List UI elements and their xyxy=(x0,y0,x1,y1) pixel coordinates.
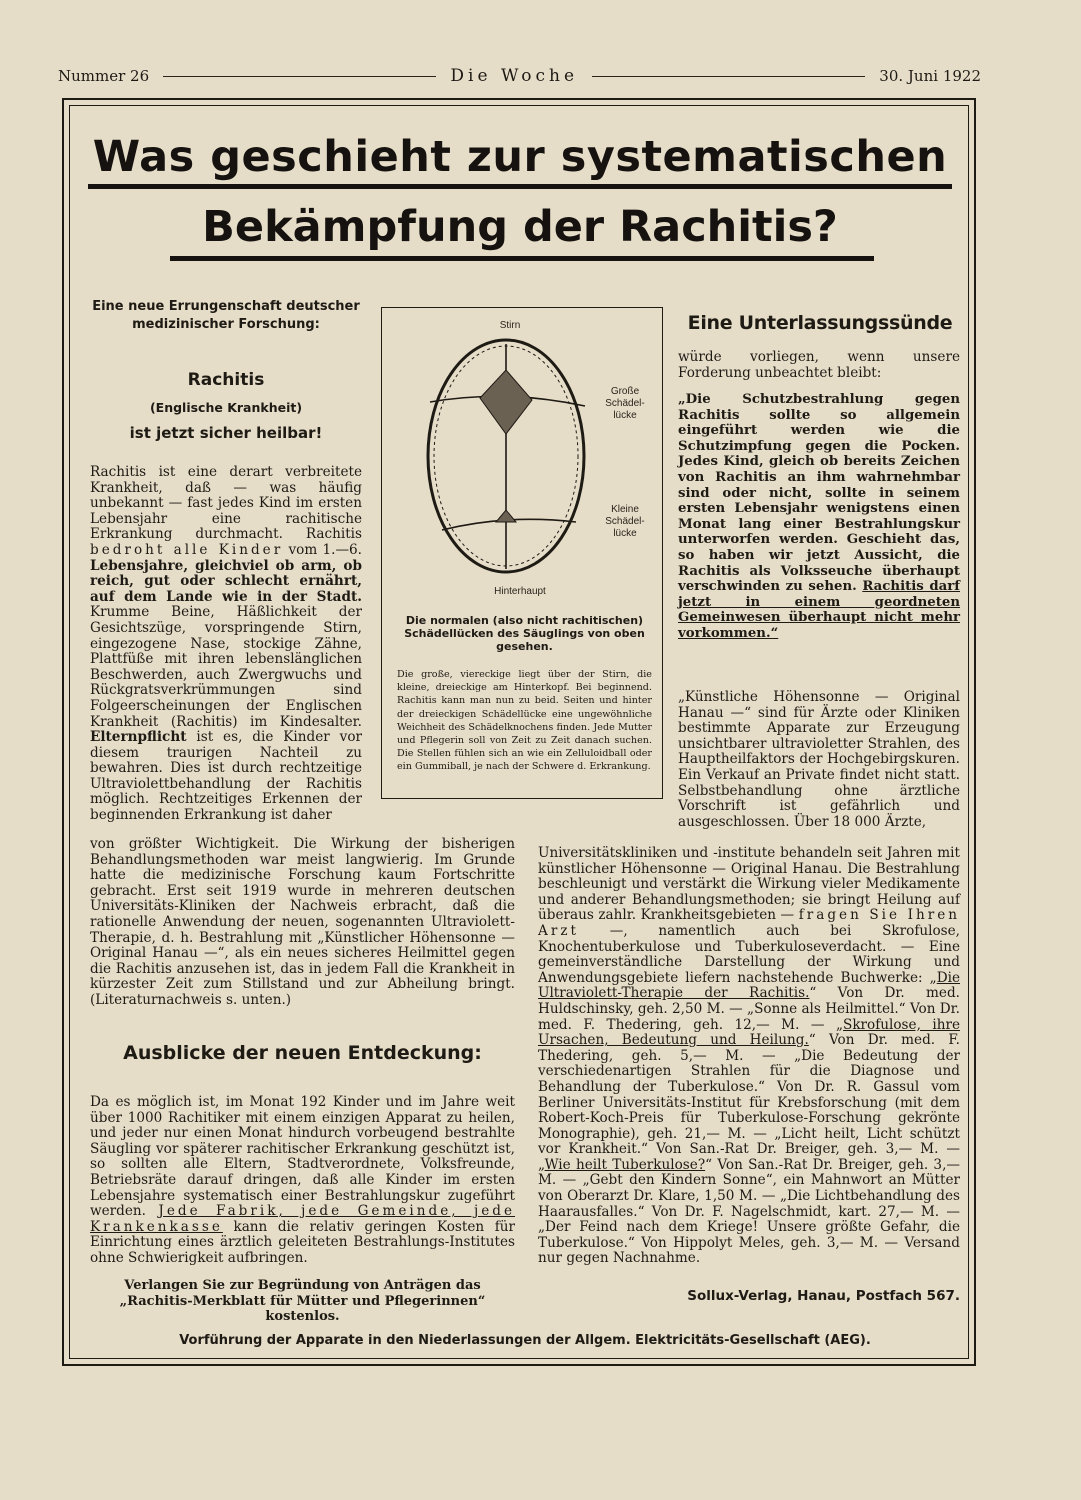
skull-diagram xyxy=(420,334,600,584)
para1-f: Elternpflicht xyxy=(90,729,187,746)
right-quote xyxy=(678,392,960,642)
headline-rule-1 xyxy=(88,184,952,189)
section-title-ausblicke: Ausblicke der neuen Entdeckung: xyxy=(123,1042,482,1064)
right-paragraph-1: „Künstliche Höhensonne — Original Hanau —“ sind für Ärzte oder Kliniken bestimmte Apparate zur Erzeugung unsichtbarer ultravioletter Strahlen, des Hauptheilfaktors der Hochgebirgskuren. Ein Verkauf an Private findet nicht statt. Selbstbehandlung ohne ärztliche Vorschrift ist gefährlich und ausgeschlossen. Über 18 000 Ärzte, xyxy=(678,689,960,830)
left-paragraph-3 xyxy=(90,1095,515,1267)
para1-e: Krumme Beine, Häßlichkeit der Gesichtszüge, vorspringende Stirn, eingezogene Nase, stockige Zähne, Plattfüße mit ihren lebenslänglichen Beschwerden, auch Zwergwuchs und Rückgratsverkrümmungen sind Folgeerscheinungen der Englischen Krankheit (Rachitis) im Kindesalter. xyxy=(90,604,362,730)
masthead: Die Woche xyxy=(450,66,579,86)
para1-g: ist es, die Kinder vor diesem traurigen Nachteil zu bewahren. Dies ist durch rechtzeitige Ultraviolettbehandlung der Rachitis möglich. Rechtzeitiges Erkennen der beginnenden Erkrankung ist daher xyxy=(90,729,362,824)
para-b1: Universitätskliniken und -institute behandeln seit Jahren mit künstlicher Höhensonne — Original Hanau. Die Bestrahlung beschleunigt und verstärkt die Wirkung vieler Medikamente und anderer Behandlungsmethoden; sie bringt Heilung auf überaus zahlr. Krankheitsgebieten — xyxy=(538,845,960,924)
issue-number: Nummer 26 xyxy=(58,67,150,85)
figure-caption: Die normalen (also nicht rachitischen) Schädellücken des Säuglings von oben gesehen. xyxy=(404,614,645,653)
right-paragraph-2 xyxy=(538,846,960,1267)
para-b6: “ Von San.-Rat Dr. Breiger, geh. 3,— M. — „Gebt den Kindern Sonne“, ein Mahnwort an Mütter von Oberarzt Dr. Klare, 1,50 M. — „Die Lichtbehandlung des Haarausfalles.“ Von Dr. F. Nagelschmidt, kart. 27,— M. — „Der Feind nach dem Kriege! Unsere größte Gefahr, die Tuberkulose.“ Von Hippolyt Meles, geh. 3,— M. — Versand nur gegen Nachnahme. xyxy=(538,1156,960,1267)
right-intro: würde vorliegen, wenn unsere Forderung unbeachtet bleibt: xyxy=(678,349,960,381)
kicker: Eine neue Errungenschaft deutscher medizinischer Forschung: xyxy=(92,299,360,332)
label-grosse-luecke: Große Schädel-lücke xyxy=(605,386,645,421)
left-paragraph-4: Verlangen Sie zur Begründung von Anträgen das „Rachitis-Merkblatt für Mütter und Pflegerinnen“ kostenlos. xyxy=(119,1278,486,1325)
large-fontanelle xyxy=(480,370,532,434)
quote-b: Rachitis darf jetzt in einem geordneten Gemeinwesen überhaupt nicht mehr vorkommen.“ xyxy=(678,579,960,641)
left-title: Rachitis xyxy=(187,370,265,390)
para1-c: vom 1.—6. xyxy=(288,541,363,558)
book-2: Skrofulose, ihre Ursachen, Bedeutung und Heilung. xyxy=(538,1016,961,1049)
para1-b: bedroht alle Kinder xyxy=(90,541,284,558)
para3-a: Da es möglich ist, im Monat 192 Kinder und im Jahre weit über 1000 Rachitiker mit einem einzigen Apparat zu heilen, und jeder nur einen Monat hindurch vorbeugend bestrahlte Säugling vor späterer rachitischer Erkrankung geschützt ist, so sollten alle Eltern, Stadtverordnete, Volksfreunde, Betriebsräte darauf dringen, daß alle Kinder im ersten Lebensjahre systematisch einer Bestrahlungskur zugeführt werden. xyxy=(90,1094,515,1220)
quote-a: „Die Schutzbestrahlung gegen Rachitis sollte so allgemein eingeführt werden wie die Schutzimpfung gegen die Pocken. Jedes Kind, gleich ob bereits Zeichen von Rachitis an ihm wahrnehmbar sind oder nicht, sollte in seinem ersten Lebensjahr wenigstens einen Monat lang einer Bestrahlungskur unterworfen werden. Geschieht das, so haben wir jetzt Aussicht, die Rachitis als Volksseuche überhaupt verschwinden zu sehen. xyxy=(678,392,960,595)
para-b4: “ Von Dr. med. Huldschinsky, geh. 2,50 M. — „Sonne als Heilmittel.“ Von Dr. med. F. Thedering, geh. 12,— M. — „ xyxy=(538,985,961,1033)
para3-c: kann die relativ geringen Kosten für Einrichtung eines ärztlich geleiteten Bestrahlungs-Institutes ohne Schwierigkeit aufbringen. xyxy=(90,1218,515,1266)
issue-date: 30. Juni 1922 xyxy=(879,67,981,85)
para3-b: Jede Fabrik, jede Gemeinde, jede Krankenkasse xyxy=(90,1203,515,1235)
para-b2: fragen Sie Ihren Arzt xyxy=(538,907,961,939)
para1-a: Rachitis ist eine derart verbreitete Krankheit, daß — was häufig unbekannt — fast jedes Kind im ersten Lebensjahr eine rachitische Erkrankung durchmacht. Rachitis xyxy=(90,464,362,543)
footer-note: Vorführung der Apparate in den Niederlassungen der Allgem. Elektricitäts-Gesellschaft (AEG). xyxy=(179,1333,871,1348)
header-rule-right xyxy=(592,76,865,77)
running-header xyxy=(58,58,981,94)
left-claim: ist jetzt sicher heilbar! xyxy=(129,424,323,442)
book-1: Die Ultraviolett-Therapie der Rachitis. xyxy=(538,969,960,1002)
right-title: Eine Unterlassungssünde xyxy=(687,312,953,334)
headline-line-1: Was geschieht zur systematischen xyxy=(92,132,948,182)
label-hinterhaupt: Hinterhaupt xyxy=(494,586,546,597)
small-fontanelle xyxy=(496,510,516,522)
left-paragraph-2: von größter Wichtigkeit. Die Wirkung der bisherigen Behandlungsmethoden war meist langwierig. Im Grunde hatte die medizinische Forschung kaum Fortschritte gebracht. Erst seit 1919 wurde in mehreren deutschen Universitäts-Kliniken der Nachweis erbracht, daß die rationelle Anwendung der neuen, sogenannten Ultraviolett-Therapie, d. h. Bestrahlung mit „Künstlicher Höhensonne — Original Hanau —“, als ein neues sicheres Heilmittel gegen die Rachitis anzusehen ist, das in jedem Fall die Krankheit in kürzester Zeit zum Stillstand und zur Abheilung bringt. (Literaturnachweis s. unten.) xyxy=(90,836,515,1008)
para-b5: “ Von Dr. med. F. Thedering, geh. 5,— M. — „Die Bedeutung der verschiedenartigen Strahlen für die Diagnose und Behandlung der Tuberkulose.“ Von Dr. R. Gassul vom Berliner Universitäts-Institut für Krebsforschung (mit dem Robert-Koch-Preis für Tuberkulose-Forschung gekrönte Monographie), geh. 21,— M. — „Licht heilt, Licht schützt vor Krankheit.“ Von San.-Rat Dr. Breiger, geh. 3,— M. — „ xyxy=(538,1032,960,1173)
left-paragraph-1 xyxy=(90,465,362,824)
publisher: Sollux-Verlag, Hanau, Postfach 567. xyxy=(687,1288,960,1304)
book-3: Wie heilt Tuberkulose? xyxy=(544,1156,706,1173)
headline-rule-2 xyxy=(170,256,874,261)
header-rule-left xyxy=(163,76,436,77)
headline-line-2: Bekämpfung der Rachitis? xyxy=(202,202,838,252)
para1-d: Lebensjahre, gleichviel ob arm, ob reich, gut oder schlecht ernährt, auf dem Lande wie in der Stadt. xyxy=(90,557,362,605)
figure-note: Die große, viereckige liegt über der Stirn, die kleine, dreieckige am Hinterkopf. Bei beginnend. Rachitis kann man nun zu beid. Seiten und hinter der dreieckigen Schädellücke eine ungewöhnliche Weichheit des Schädelknochens finden. Jede Mutter und Pflegerin soll von Zeit zu Zeit danach suchen. Die Stellen fühlen sich an wie ein Zelluloidball oder ein Gummiball, je nach der Schwere d. Erkrankung. xyxy=(397,669,652,773)
label-kleine-luecke: Kleine Schädel-lücke xyxy=(605,504,645,539)
para-b3: —, namentlich auch bei Skrofulose, Knochentuberkulose und Tuberkuloseverdacht. — Eine gemeinverständliche Darstellung der Wirkung und Anwendungsgebiete liefern nachstehende Buchwerke: „ xyxy=(538,922,960,986)
left-subtitle: (Englische Krankheit) xyxy=(149,400,303,415)
label-stirn: Stirn xyxy=(499,320,521,331)
